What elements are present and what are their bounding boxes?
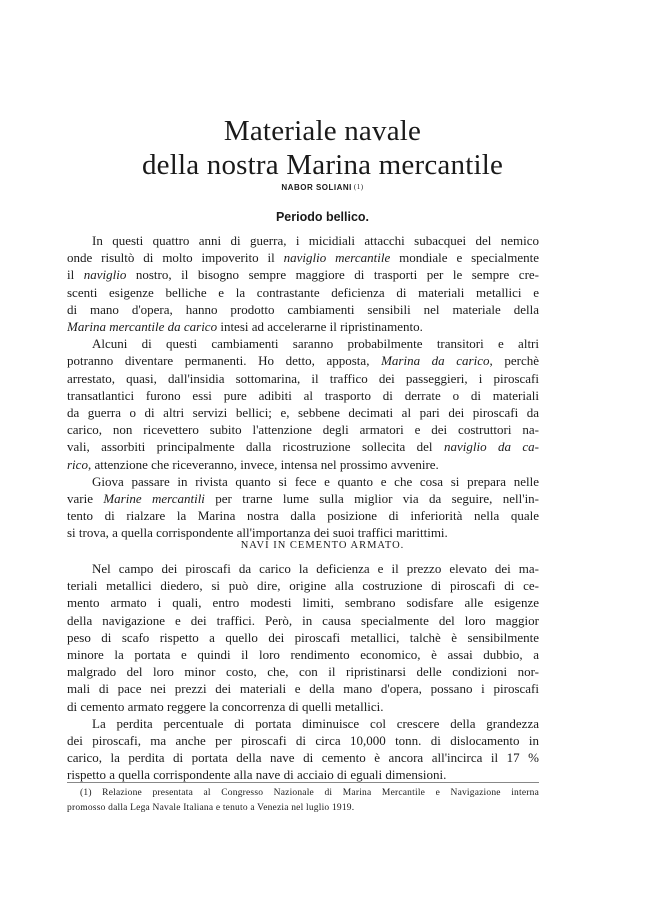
text-run: onde risultò di molto impoverito il [67, 250, 284, 266]
text-run: di mano d'opera, hanno prodotto cambiamenti sensibili nel materiale della [67, 301, 539, 317]
text-run: si trova, a quella corrispondente all'importanza dei suoi traffici marittimi. [67, 525, 448, 541]
italic-term: Marina mercantile da carico [67, 319, 218, 334]
sub-heading: NAVI IN CEMENTO ARMATO. [240, 540, 405, 551]
text-run: nostro, il bisogno sempre maggiore di trasporti per le sempre cre- [126, 267, 539, 283]
text-run: tento di rialzare la Marina nostra dalla posizione di inferiorità nella quale [67, 508, 539, 524]
text-run: In questi quattro anni di guerra, i micidiali attacchi subacquei del nemico [92, 233, 539, 248]
text-run: malgrado del loro minor costo, che, con il ripristinarsi delle condizioni nor- [67, 664, 539, 680]
italic-term: Marine mercantili [103, 491, 205, 506]
text-run: intesi ad accelerarne il ripristinamento. [217, 319, 423, 334]
author-byline [0, 183, 645, 192]
text-run: teriali metallici diedero, si può dire, origine alla costruzione di piroscafi di ce- [67, 578, 539, 594]
italic-term: naviglio da ca- [443, 439, 539, 455]
text-run: il [67, 267, 84, 283]
text-run: Giova passare in rivista quanto si fece e quanto e che cosa si prepara nelle [92, 473, 539, 489]
footnote-divider [67, 782, 539, 783]
article-title-line-1: Materiale navale [223, 115, 422, 147]
section-heading: Periodo bellico. [275, 210, 370, 224]
text-run: della navigazione e dei traffici. Però, in causa specialmente del loro maggior [67, 612, 539, 628]
article-title-line-2: della nostra Marina mercantile [141, 149, 504, 181]
text-run: Nel campo dei piroscafi da carico la deficienza e il prezzo elevato dei ma- [92, 561, 539, 576]
text-run: minore la portata e quindi il loro rendimento economico, è assai dubbio, a [67, 647, 539, 662]
italic-term: rico [67, 456, 88, 472]
text-run: mento armato i quali, entro modesti limiti, sembrano sodisfare alle esigenze [67, 595, 539, 611]
italic-term: naviglio [83, 267, 127, 283]
text-run: carico, la perdita di portata della nave di cemento è ancora all'incirca il 17 % [67, 750, 539, 766]
footnote-line: promosso dalla Lega Navale Italiana e tenuto a Venezia nel luglio 1919. [67, 803, 355, 813]
text-run: da guerra o di altri servizi bellici; e, sebbene decimati al pari dei piroscafi da [67, 405, 539, 420]
text-run: mondiale e specialmente [390, 250, 539, 266]
text-run: peso di scafo rispetto a quello dei piroscafi metallici, talchè è sensibilmente [67, 629, 539, 645]
text-run: transatlantici furono essi pure adibiti al trasporto di derrate o di materiali [67, 387, 539, 403]
text-run: varie [67, 491, 104, 506]
italic-term: Marina da carico [381, 353, 490, 369]
text-run: La perdita percentuale di portata diminuisce col crescere della grandezza [92, 715, 539, 731]
text-run: rispetto a quella corrispondente alla nave di acciaio di eguali dimensioni. [67, 767, 447, 783]
text-run: di cemento armato reggere la concorrenza di quelli metallici. [67, 698, 384, 714]
text-run: potranno diventare permanenti. Ho detto, apposta, [67, 353, 382, 369]
footnote-line: (1) Relazione presentata al Congresso Nazionale di Marina Mercantile e Navigazione interna [80, 788, 539, 798]
text-run: vali, assorbiti principalmente dalla ricostruzione sollecita del [67, 439, 444, 455]
text-run: , attenzione che riceveranno, invece, intensa nel prossimo avvenire. [87, 456, 439, 472]
text-run: , perchè [489, 353, 539, 369]
text-run: dei piroscafi, ma anche per piroscafi di circa 10,000 tonn. di dislocamento in [67, 733, 539, 748]
text-run: arrestato, quasi, dall'insidia sottomarina, il traffico dei passeggieri, i piroscafi [67, 370, 539, 386]
text-run: carico, non ricevettero subito l'attenzione degli armatori e dei costruttori na- [67, 422, 539, 438]
author-note-ref[interactable]: (1) [353, 183, 364, 191]
italic-term: naviglio mercantile [283, 250, 391, 266]
author-name: NABOR SOLIANI [281, 183, 352, 192]
text-run: per trarne lume sulla miglior via da seguire, nell'in- [204, 491, 539, 506]
text-run: Alcuni di questi cambiamenti saranno probabilmente transitori e altri [92, 336, 539, 352]
text-run: scenti esigenze belliche e la contrastante deficienza di materiali metallici e [67, 284, 539, 300]
text-run: mali di pace nei prezzi dei materiali e della mano d'opera, possano i piroscafi [67, 681, 539, 697]
